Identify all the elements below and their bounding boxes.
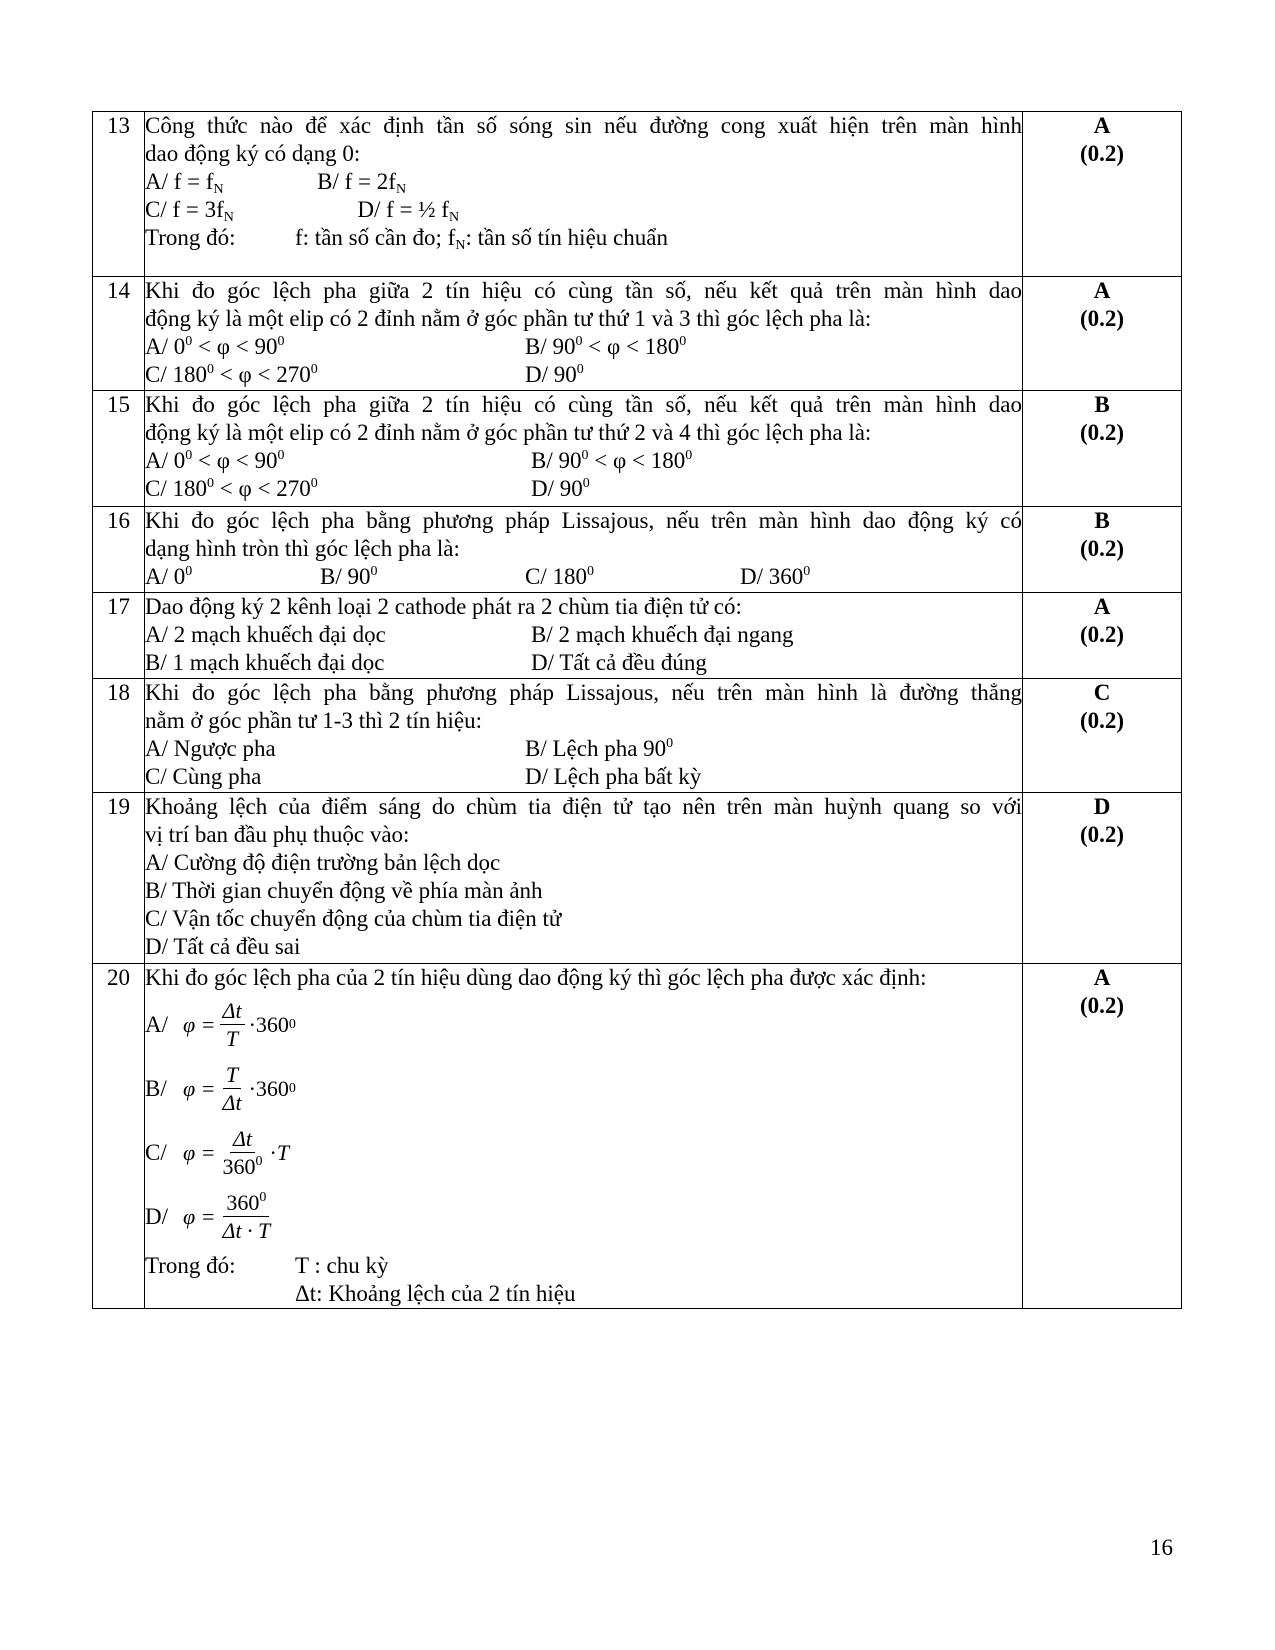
option-c: C/ Vận tốc chuyển động của chùm tia điện tử	[145, 906, 562, 931]
option-a: A/ $0^0$	[145, 564, 193, 589]
question-row-18	[93, 679, 1182, 793]
answer-cell	[1023, 793, 1182, 964]
question-row-19	[93, 793, 1182, 964]
option-label: B/	[145, 1076, 167, 1101]
formula: φ = $\frac{\Delta t}{T}$ · 360 0	[183, 997, 296, 1051]
answer-letter: A	[1093, 965, 1111, 990]
where-text: f: tần số cần đo; $f_N$: tần số tín hiệu chuẩn	[295, 225, 668, 253]
where-text: T : chu kỳ	[295, 1253, 389, 1278]
option-d: D/ $90^0$	[525, 362, 584, 387]
option-a: A/ 2 mạch khuếch đại dọc	[145, 622, 386, 647]
answer-score: (0.2)	[1079, 141, 1125, 166]
question-number: 17	[93, 593, 145, 679]
answer-cell	[1023, 391, 1182, 507]
answer-letter: C	[1093, 680, 1111, 705]
question-text-line: Dao động ký 2 kênh loại 2 cathode phát ra 2 chùm tia điện tử có:	[145, 594, 742, 619]
formula: φ = $\frac{T}{\Delta t}$ · 360 0	[183, 1061, 296, 1115]
option-b: B/ $90^0 < \varphi < 180^0$	[525, 334, 687, 359]
answer-letter: B	[1094, 508, 1110, 533]
question-body	[145, 593, 1023, 679]
option-grid	[145, 735, 1022, 791]
question-number: 14	[93, 277, 145, 391]
question-text-line: Khi đo góc lệch pha bằng phương pháp Lissajous, nếu trên màn hình là đường thẳng	[145, 680, 1022, 705]
option-b: B/ Thời gian chuyển động về phía màn ảnh	[145, 878, 543, 903]
question-text-line: nằm ở góc phần tư 1-3 thì 2 tín hiệu:	[145, 708, 482, 733]
question-row-14	[93, 277, 1182, 391]
option-grid	[145, 621, 1022, 677]
question-text-line: động ký là một elip có 2 đỉnh nằm ở góc phần tư thứ 1 và 3 thì góc lệch pha là:	[145, 306, 872, 331]
question-body	[145, 507, 1023, 593]
option-c: C/ $180^0$	[525, 564, 594, 589]
answer-letter: A	[1093, 278, 1111, 303]
answer-cell	[1023, 679, 1182, 793]
answer-cell	[1023, 507, 1182, 593]
answer-score: (0.2)	[1079, 622, 1125, 647]
question-body	[145, 793, 1023, 964]
formula-option-c	[145, 1124, 1022, 1182]
answer-letter: B	[1094, 392, 1110, 417]
where-note	[145, 1252, 1022, 1280]
formula: φ = $\frac{360^0}{\Delta t \cdot T}$	[183, 1189, 271, 1243]
answer-cell	[1023, 112, 1182, 277]
question-body	[145, 964, 1023, 1309]
question-number: 20	[93, 964, 145, 1309]
option-c: C/ $180^0 < \varphi < 270^0$	[145, 362, 318, 387]
option-a: A/ Cường độ điện trường bản lệch dọc	[145, 850, 501, 875]
question-text-line: Khi đo góc lệch pha giữa 2 tín hiệu có cùng tần số, nếu kết quả trên màn hình dao	[145, 392, 1022, 417]
option-row	[145, 196, 1022, 224]
question-number: 13	[93, 112, 145, 277]
question-table	[92, 111, 1182, 1309]
where-note	[145, 1280, 1022, 1308]
option-a: A/ $0^0 < \varphi < 90^0$	[145, 334, 285, 359]
formula: φ = $\frac{\Delta t}{360^0}$ · T	[183, 1125, 290, 1179]
option-b-second: B/ 1 mạch khuếch đại dọc	[145, 650, 385, 675]
question-text-line: Khi đo góc lệch pha của 2 tín hiệu dùng dao động ký thì góc lệch pha được xác định:	[145, 965, 927, 990]
option-b: B/ 2 mạch khuếch đại ngang	[531, 622, 794, 647]
option-b: B/ $90^0$	[320, 564, 378, 589]
option-b: B/ $f = 2f_N$	[317, 169, 407, 197]
option-b: B/ $90^0 < \varphi < 180^0$	[531, 448, 693, 473]
option-label: D/	[145, 1204, 168, 1229]
option-c: C/ $180^0 < \varphi < 270^0$	[145, 476, 318, 501]
option-grid	[145, 563, 1022, 591]
question-body	[145, 277, 1023, 391]
option-d: D/ Tất cả đều đúng	[531, 650, 707, 675]
question-body	[145, 391, 1023, 507]
formula-option-b	[145, 1060, 1022, 1118]
option-c: C/ Cùng pha	[145, 764, 262, 789]
option-a: A/ $0^0 < \varphi < 90^0$	[145, 448, 285, 473]
question-row-16	[93, 507, 1182, 593]
question-row-13	[93, 112, 1182, 277]
option-grid	[145, 447, 1022, 503]
answer-score: (0.2)	[1079, 708, 1125, 733]
answer-score: (0.2)	[1079, 420, 1125, 445]
where-note	[145, 224, 1022, 252]
question-body	[145, 112, 1023, 277]
question-text-line: động ký là một elip có 2 đỉnh nằm ở góc phần tư thứ 2 và 4 thì góc lệch pha là:	[145, 420, 872, 445]
question-row-17	[93, 593, 1182, 679]
option-c: C/ $f = 3f_N$	[145, 197, 234, 225]
option-row	[145, 168, 1022, 196]
answer-cell	[1023, 964, 1182, 1309]
question-row-20	[93, 964, 1182, 1309]
question-text-line: vị trí ban đầu phụ thuộc vào:	[145, 822, 410, 847]
formula-option-d	[145, 1188, 1022, 1246]
option-b: B/ Lệch pha $90^0$	[525, 736, 674, 761]
formula-option-a	[145, 996, 1022, 1054]
where-label: Trong đó:	[145, 1253, 236, 1278]
question-number: 16	[93, 507, 145, 593]
option-d: D/ f = ½ $f_N$	[357, 197, 460, 225]
answer-score: (0.2)	[1079, 822, 1125, 847]
option-d: D/ $360^0$	[740, 564, 811, 589]
answer-letter: A	[1093, 113, 1111, 138]
answer-score: (0.2)	[1079, 306, 1125, 331]
answer-cell	[1023, 593, 1182, 679]
question-text-line: Khoảng lệch của điểm sáng do chùm tia điện tử tạo nên trên màn huỳnh quang so với	[145, 794, 1022, 819]
where-label: Trong đó:	[145, 225, 236, 250]
answer-score: (0.2)	[1079, 536, 1125, 561]
question-row-15	[93, 391, 1182, 507]
question-text-line: dao động ký có dạng 0:	[145, 141, 361, 166]
option-label: A/	[145, 1012, 168, 1037]
answer-score: (0.2)	[1079, 993, 1125, 1018]
option-a: A/ Ngược pha	[145, 736, 276, 761]
answer-letter: D	[1093, 794, 1111, 819]
answer-cell	[1023, 277, 1182, 391]
option-d: D/ Lệch pha bất kỳ	[525, 764, 702, 789]
option-grid	[145, 333, 1022, 389]
question-text-line: dạng hình tròn thì góc lệch pha là:	[145, 536, 460, 561]
question-text-line: Công thức nào để xác định tần số sóng sin nếu đường cong xuất hiện trên màn hình	[145, 113, 1022, 138]
question-body	[145, 679, 1023, 793]
question-number: 18	[93, 679, 145, 793]
option-label: C/	[145, 1140, 167, 1165]
page-number: 16	[1150, 1535, 1173, 1560]
question-number: 15	[93, 391, 145, 507]
question-number: 19	[93, 793, 145, 964]
question-text-line: Khi đo góc lệch pha bằng phương pháp Lissajous, nếu trên màn hình dao động ký có	[145, 508, 1022, 533]
option-a: A/ $f = f_N$	[145, 169, 224, 197]
question-text-line: Khi đo góc lệch pha giữa 2 tín hiệu có cùng tần số, nếu kết quả trên màn hình dao	[145, 278, 1022, 303]
answer-letter: A	[1093, 594, 1111, 619]
where-text: Δt: Khoảng lệch của 2 tín hiệu	[295, 1281, 576, 1306]
option-d: D/ $90^0$	[531, 476, 590, 501]
option-d: D/ Tất cả đều sai	[145, 934, 301, 959]
